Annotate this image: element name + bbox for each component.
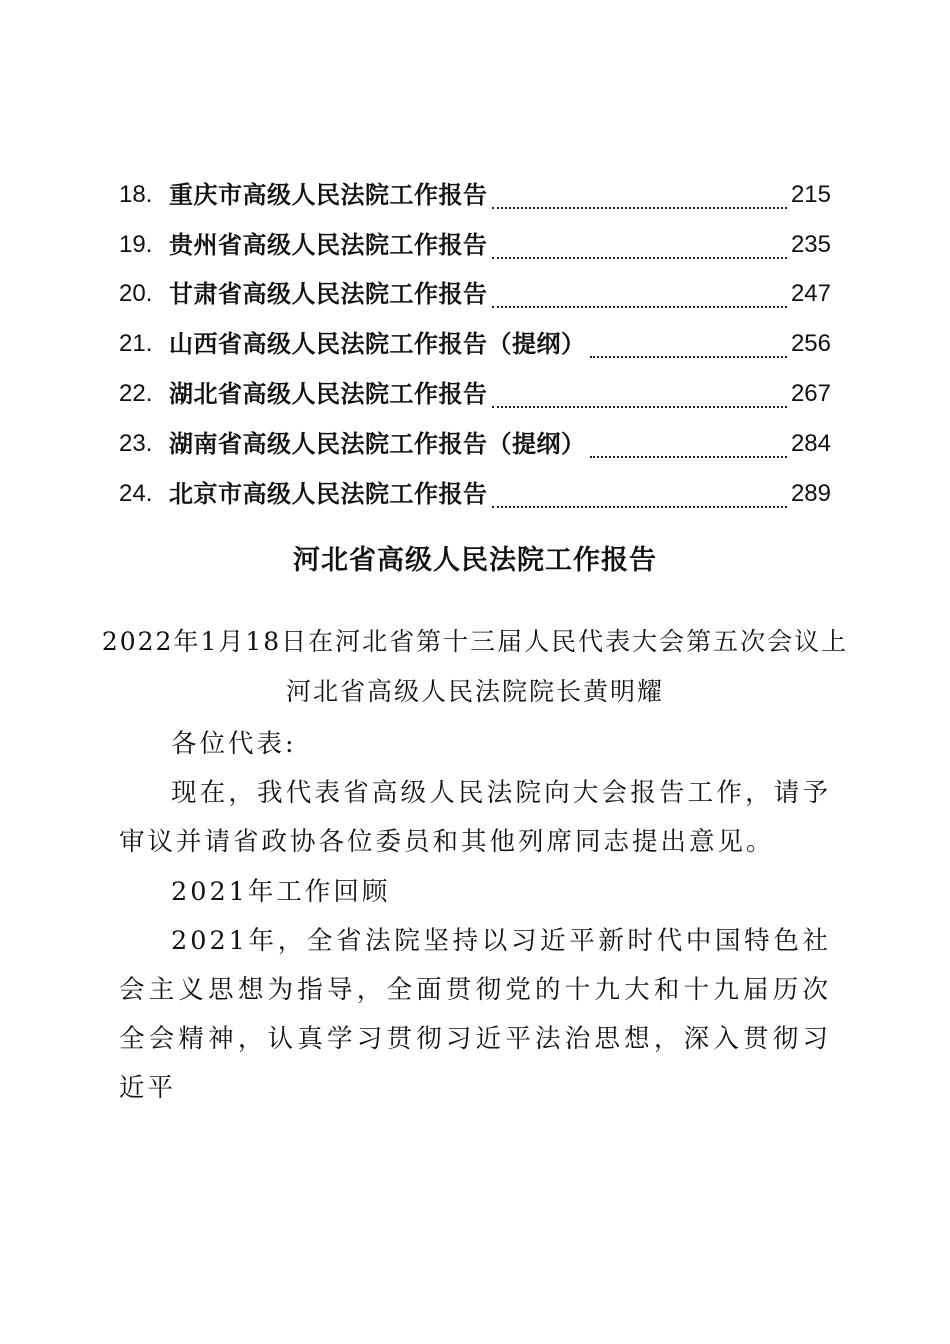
toc-leader-dots (492, 505, 787, 508)
toc-leader-dots (492, 206, 787, 209)
document-title: 河北省高级人民法院工作报告 (293, 545, 657, 576)
body-paragraph: 现在，我代表省高级人民法院向大会报告工作，请予审议并请省政协各位委员和其他列席同志提出意见。 (119, 778, 831, 857)
toc-entry-title: 重庆市高级人民法院工作报告 (169, 180, 488, 209)
toc-entry-title: 甘肃省高级人民法院工作报告 (169, 280, 488, 309)
toc-entry-page: 215 (790, 180, 831, 208)
toc-entry-title: 湖南省高级人民法院工作报告（提纲） (169, 429, 586, 458)
toc-entry-number: 22. (119, 380, 153, 408)
toc-entry-number: 21. (119, 330, 153, 358)
table-of-contents (119, 170, 831, 519)
toc-entry-number: 18. (119, 180, 153, 208)
toc-leader-dots (492, 405, 787, 408)
toc-entry[interactable] (119, 170, 831, 220)
body-paragraph: 2021年，全省法院坚持以习近平新时代中国特色社会主义思想为指导，全面贯彻党的十九大和十九届历次全会精神，认真学习贯彻习近平法治思想，深入贯彻习近平 (119, 926, 831, 1103)
toc-entry-number: 20. (119, 280, 153, 308)
toc-entry-number: 19. (119, 230, 153, 258)
toc-entry-page: 247 (790, 280, 831, 308)
document-subtitle-author: 河北省高级人民法院院长黄明耀 (285, 677, 664, 706)
toc-entry-page: 256 (790, 330, 831, 358)
toc-leader-dots (590, 355, 787, 358)
toc-entry-number: 23. (119, 429, 153, 457)
toc-entry-number: 24. (119, 479, 153, 507)
toc-entry-page: 235 (790, 230, 831, 258)
toc-entry-title: 湖北省高级人民法院工作报告 (169, 380, 488, 409)
toc-leader-dots (590, 455, 787, 458)
toc-entry-title: 贵州省高级人民法院工作报告 (169, 230, 488, 259)
toc-entry[interactable] (119, 220, 831, 270)
toc-entry[interactable] (119, 369, 831, 419)
toc-entry[interactable] (119, 319, 831, 369)
toc-entry[interactable] (119, 270, 831, 320)
toc-entry-page: 289 (790, 479, 831, 507)
document-subtitle-occasion: 2022年1月18日在河北省第十三届人民代表大会第五次会议上 (101, 627, 849, 656)
toc-entry[interactable] (119, 469, 831, 519)
toc-entry-title: 山西省高级人民法院工作报告（提纲） (169, 330, 586, 359)
toc-entry-page: 284 (790, 429, 831, 457)
section-heading: 2021年工作回顾 (171, 877, 391, 907)
toc-leader-dots (492, 305, 787, 308)
toc-leader-dots (492, 256, 787, 259)
toc-entry[interactable] (119, 419, 831, 469)
toc-entry-page: 267 (790, 380, 831, 408)
salutation: 各位代表: (171, 729, 297, 759)
toc-entry-title: 北京市高级人民法院工作报告 (169, 479, 488, 508)
